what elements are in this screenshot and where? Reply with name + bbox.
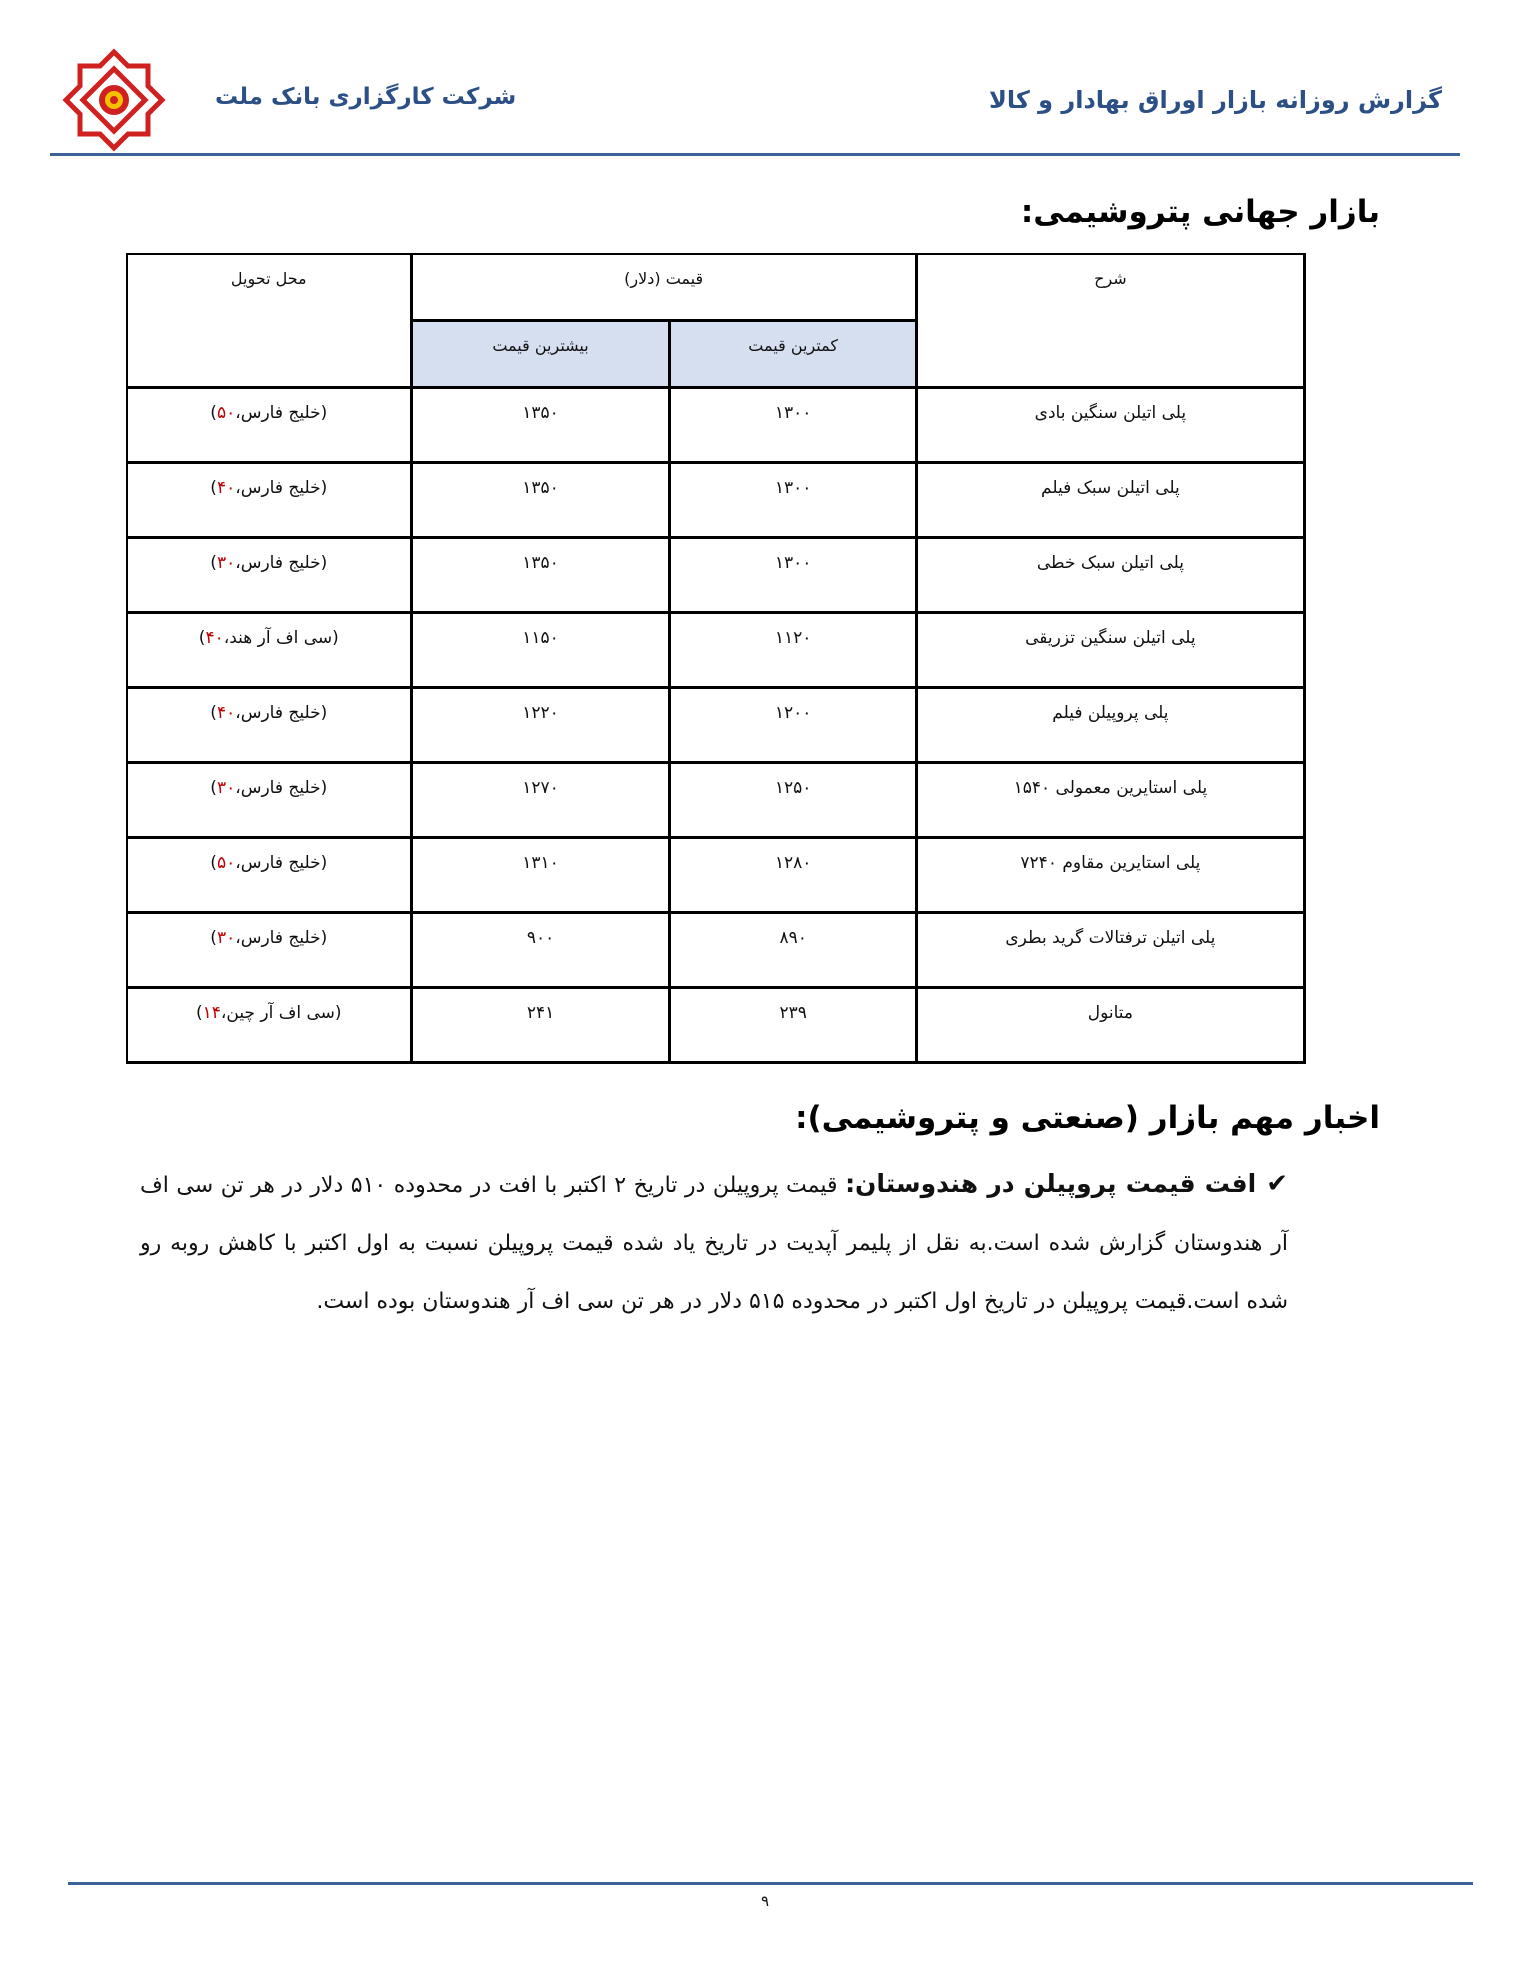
- cell-min-price: ۱۲۵۰: [670, 763, 916, 838]
- delivery-location: (خلیج فارس،: [235, 403, 328, 423]
- cell-description: پلی اتیلن سنگین بادی: [916, 388, 1304, 463]
- delivery-close: ): [210, 778, 217, 798]
- delivery-location: (خلیج فارس،: [235, 478, 328, 498]
- cell-min-price: ۱۳۰۰: [670, 538, 916, 613]
- delivery-close: ): [210, 703, 217, 723]
- cell-min-price: ۱۱۲۰: [670, 613, 916, 688]
- header-description: شرح: [916, 254, 1304, 388]
- cell-description: پلی اتیلن ترفتالات گرید بطری: [916, 913, 1304, 988]
- news-headline: افت قیمت پروپیلن در هندوستان:: [845, 1169, 1257, 1198]
- delivery-close: ): [210, 403, 217, 423]
- cell-description: متانول: [916, 988, 1304, 1063]
- cell-min-price: ۱۳۰۰: [670, 388, 916, 463]
- page-header: [0, 0, 1530, 160]
- cell-description: پلی استایرین معمولی ۱۵۴۰: [916, 763, 1304, 838]
- delivery-days: ۴۰: [216, 703, 236, 723]
- cell-min-price: ۱۳۰۰: [670, 463, 916, 538]
- cell-max-price: ۱۱۵۰: [411, 613, 670, 688]
- delivery-location: (خلیج فارس،: [235, 928, 328, 948]
- delivery-close: ): [210, 928, 217, 948]
- cell-delivery: [127, 988, 411, 1063]
- delivery-days: ۳۰: [216, 928, 236, 948]
- checkmark-icon: ✔: [1266, 1169, 1288, 1199]
- delivery-location: (خلیج فارس،: [235, 703, 328, 723]
- news-body: قیمت پروپیلن در تاریخ ۲ اکتبر با افت در محدوده ۵۱۰ دلار در هر تن سی اف آر هندوستان گزارش شده است.به نقل از پلیمر آپدیت در تاریخ یاد شده قیمت پروپیلن نسبت به اول اکتبر با کاهش روبه رو شده است.قیمت پروپیلن در تاریخ اول اکتبر در محدوده ۵۱۵ دلار در هر تن سی اف آر هندوستان بوده است.: [140, 1173, 1288, 1314]
- delivery-location: (خلیج فارس،: [235, 778, 328, 798]
- delivery-close: ): [196, 1003, 203, 1023]
- report-title: گزارش روزانه بازار اوراق بهادار و کالا: [988, 86, 1442, 114]
- header-divider: [50, 153, 1460, 156]
- cell-description: پلی اتیلن سبک فیلم: [916, 463, 1304, 538]
- cell-delivery: [127, 538, 411, 613]
- delivery-days: ۵۰: [216, 403, 236, 423]
- section-title-market-news: اخبار مهم بازار (صنعتی و پتروشیمی):: [795, 1100, 1380, 1136]
- cell-description: پلی پروپیلن فیلم: [916, 688, 1304, 763]
- company-name: شرکت کارگزاری بانک ملت: [215, 84, 517, 110]
- table-row: [127, 913, 1305, 988]
- delivery-days: ۳۰: [216, 553, 236, 573]
- table-row: [127, 688, 1305, 763]
- cell-min-price: ۱۲۸۰: [670, 838, 916, 913]
- cell-min-price: ۸۹۰: [670, 913, 916, 988]
- petrochemical-price-table: [126, 253, 1306, 1064]
- cell-max-price: ۱۳۱۰: [411, 838, 670, 913]
- delivery-location: (خلیج فارس،: [235, 553, 328, 573]
- cell-max-price: ۱۳۵۰: [411, 538, 670, 613]
- cell-max-price: ۲۴۱: [411, 988, 670, 1063]
- delivery-location: (خلیج فارس،: [235, 853, 328, 873]
- cell-max-price: ۱۳۵۰: [411, 388, 670, 463]
- cell-max-price: ۱۳۵۰: [411, 463, 670, 538]
- table-row: [127, 388, 1305, 463]
- table-row: [127, 838, 1305, 913]
- cell-max-price: ۱۲۲۰: [411, 688, 670, 763]
- section-title-petrochemical: بازار جهانی پتروشیمی:: [1020, 194, 1380, 230]
- cell-min-price: ۲۳۹: [670, 988, 916, 1063]
- bank-mellat-logo-icon: [62, 48, 166, 152]
- header-min-price: کمترین قیمت: [670, 321, 916, 388]
- delivery-close: ): [198, 628, 206, 648]
- table-row: [127, 763, 1305, 838]
- delivery-days: ۳۰: [216, 778, 236, 798]
- header-price: قیمت (دلار): [411, 254, 916, 321]
- delivery-days: ۵۰: [216, 853, 236, 873]
- cell-description: پلی اتیلن سبک خطی: [916, 538, 1304, 613]
- cell-delivery: [127, 463, 411, 538]
- cell-description: پلی اتیلن سنگین تزریقی: [916, 613, 1304, 688]
- delivery-days: ۴۰: [205, 628, 224, 648]
- news-item: [140, 1155, 1288, 1331]
- header-max-price: بیشترین قیمت: [411, 321, 670, 388]
- footer-divider: [68, 1882, 1473, 1885]
- delivery-location: (سی اف آر هند،: [223, 628, 339, 648]
- delivery-close: ): [210, 853, 217, 873]
- table-row: [127, 613, 1305, 688]
- cell-max-price: ۱۲۷۰: [411, 763, 670, 838]
- table-row: [127, 988, 1305, 1063]
- cell-description: پلی استایرین مقاوم ۷۲۴۰: [916, 838, 1304, 913]
- cell-min-price: ۱۲۰۰: [670, 688, 916, 763]
- cell-delivery: [127, 913, 411, 988]
- page-number: ۹: [760, 1892, 770, 1910]
- table-row: [127, 538, 1305, 613]
- cell-delivery: [127, 688, 411, 763]
- cell-delivery: [127, 838, 411, 913]
- delivery-days: ۱۴: [202, 1003, 221, 1023]
- delivery-close: ): [210, 478, 217, 498]
- header-delivery: محل تحویل: [127, 254, 411, 388]
- delivery-close: ): [210, 553, 217, 573]
- cell-max-price: ۹۰۰: [411, 913, 670, 988]
- cell-delivery: [127, 388, 411, 463]
- cell-delivery: [127, 763, 411, 838]
- table-row: [127, 463, 1305, 538]
- cell-delivery: [127, 613, 411, 688]
- delivery-location: (سی اف آر چین،: [220, 1003, 342, 1023]
- delivery-days: ۴۰: [216, 478, 236, 498]
